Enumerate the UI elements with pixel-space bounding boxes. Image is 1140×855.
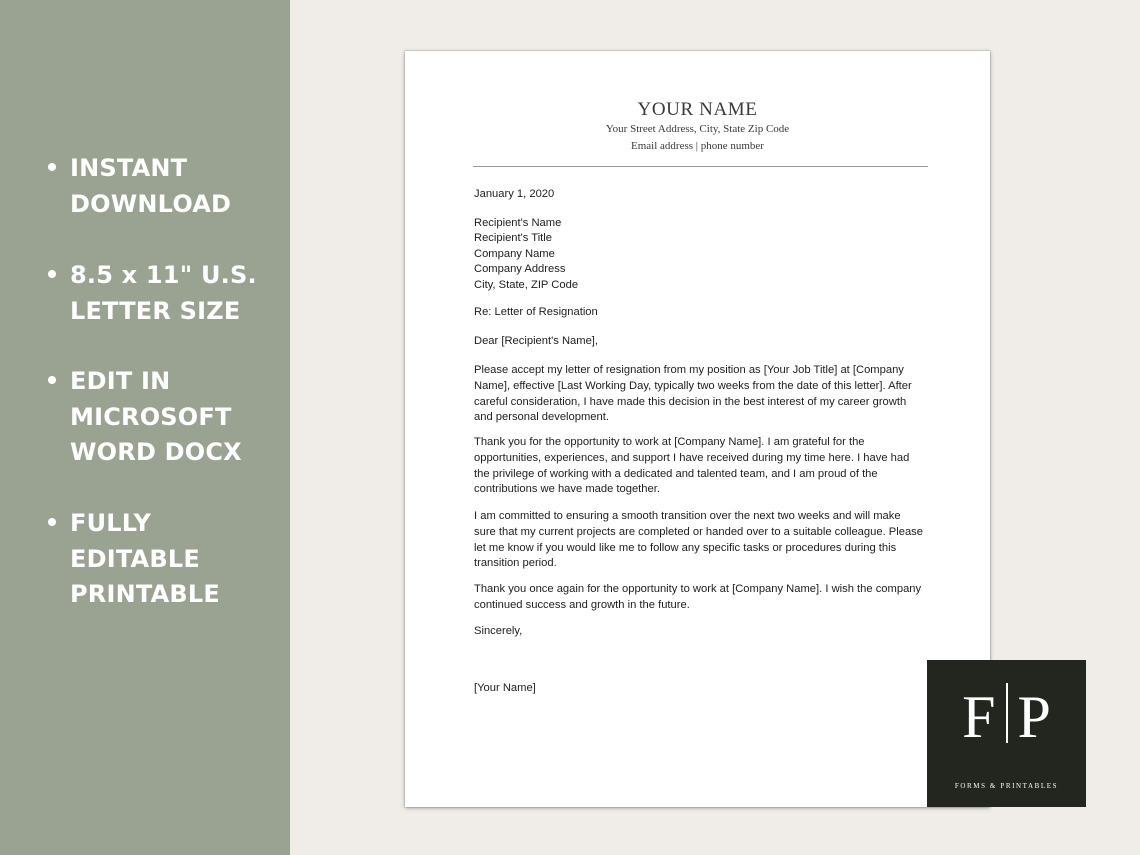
logo-letter-p: P: [1017, 684, 1051, 750]
letter-paragraph: Thank you once again for the opportunity to work at [Company Name]. I wish the company continued success and growth in the future.: [474, 583, 922, 611]
features-sidebar: [0, 0, 290, 855]
sender-name: YOUR NAME: [637, 99, 758, 120]
letter-date: January 1, 2020: [474, 188, 555, 200]
logo-tagline: FORMS & PRINTABLES: [954, 782, 1059, 790]
sender-address: Your Street Address, City, State Zip Code: [605, 123, 790, 135]
bullet-icon: [48, 376, 56, 384]
feature-item: [48, 364, 288, 471]
feature-text: EDIT IN MICROSOFT WORD DOCX: [70, 367, 242, 466]
recipient-title: Recipient's Title: [474, 232, 552, 245]
letter-paragraph: Thank you for the opportunity to work at [Company Name]. I am grateful for the opportunities, experiences, and support I have received during my time here. I have had the privilege of working with a dedicated and talented team, and I am proud of the contributions we have made together.: [474, 436, 910, 496]
subject-line: Re: Letter of Resignation: [474, 306, 598, 318]
feature-item: [48, 258, 288, 329]
letter-paragraph: Please accept my letter of resignation from my position as [Your Job Title] at [Company Name], effective [Last Working Day, typically two weeks from the date of this letter]. After careful consideration, I have made this decision in the best interest of my career growth and personal development.: [474, 364, 912, 424]
feature-text: INSTANT DOWNLOAD: [70, 154, 232, 218]
header-divider: [473, 166, 928, 167]
recipient-city: City, State, ZIP Code: [474, 278, 579, 291]
letterhead: [405, 99, 990, 155]
feature-item: [48, 151, 288, 222]
bullet-icon: [48, 518, 56, 526]
recipient-company: Company Name: [474, 247, 555, 260]
bullet-icon: [48, 270, 56, 278]
logo-monogram: [927, 682, 1086, 752]
feature-text: 8.5 x 11" U.S. LETTER SIZE: [70, 261, 257, 325]
closing: Sincerely,: [474, 625, 523, 637]
signature-name: [Your Name]: [474, 682, 536, 694]
recipient-block: [474, 216, 924, 293]
sender-contact: Email address | phone number: [631, 140, 764, 152]
feature-text: FULLY EDITABLE PRINTABLE: [70, 509, 220, 608]
letter-paragraph: I am committed to ensuring a smooth transition over the next two weeks and will make sure that my current projects are completed or handed over to a suitable colleague. Please let me know if you would like me to follow any specific tasks or procedures during this transition period.: [474, 510, 923, 570]
letter-page: [405, 51, 990, 807]
recipient-name: Recipient's Name: [474, 217, 562, 229]
logo-divider: [1006, 683, 1008, 743]
recipient-company-address: Company Address: [474, 263, 566, 276]
feature-item: [48, 506, 288, 613]
salutation: Dear [Recipient's Name],: [474, 335, 599, 347]
brand-logo: [927, 660, 1086, 807]
bullet-icon: [48, 163, 56, 171]
logo-letter-f: F: [962, 684, 996, 750]
